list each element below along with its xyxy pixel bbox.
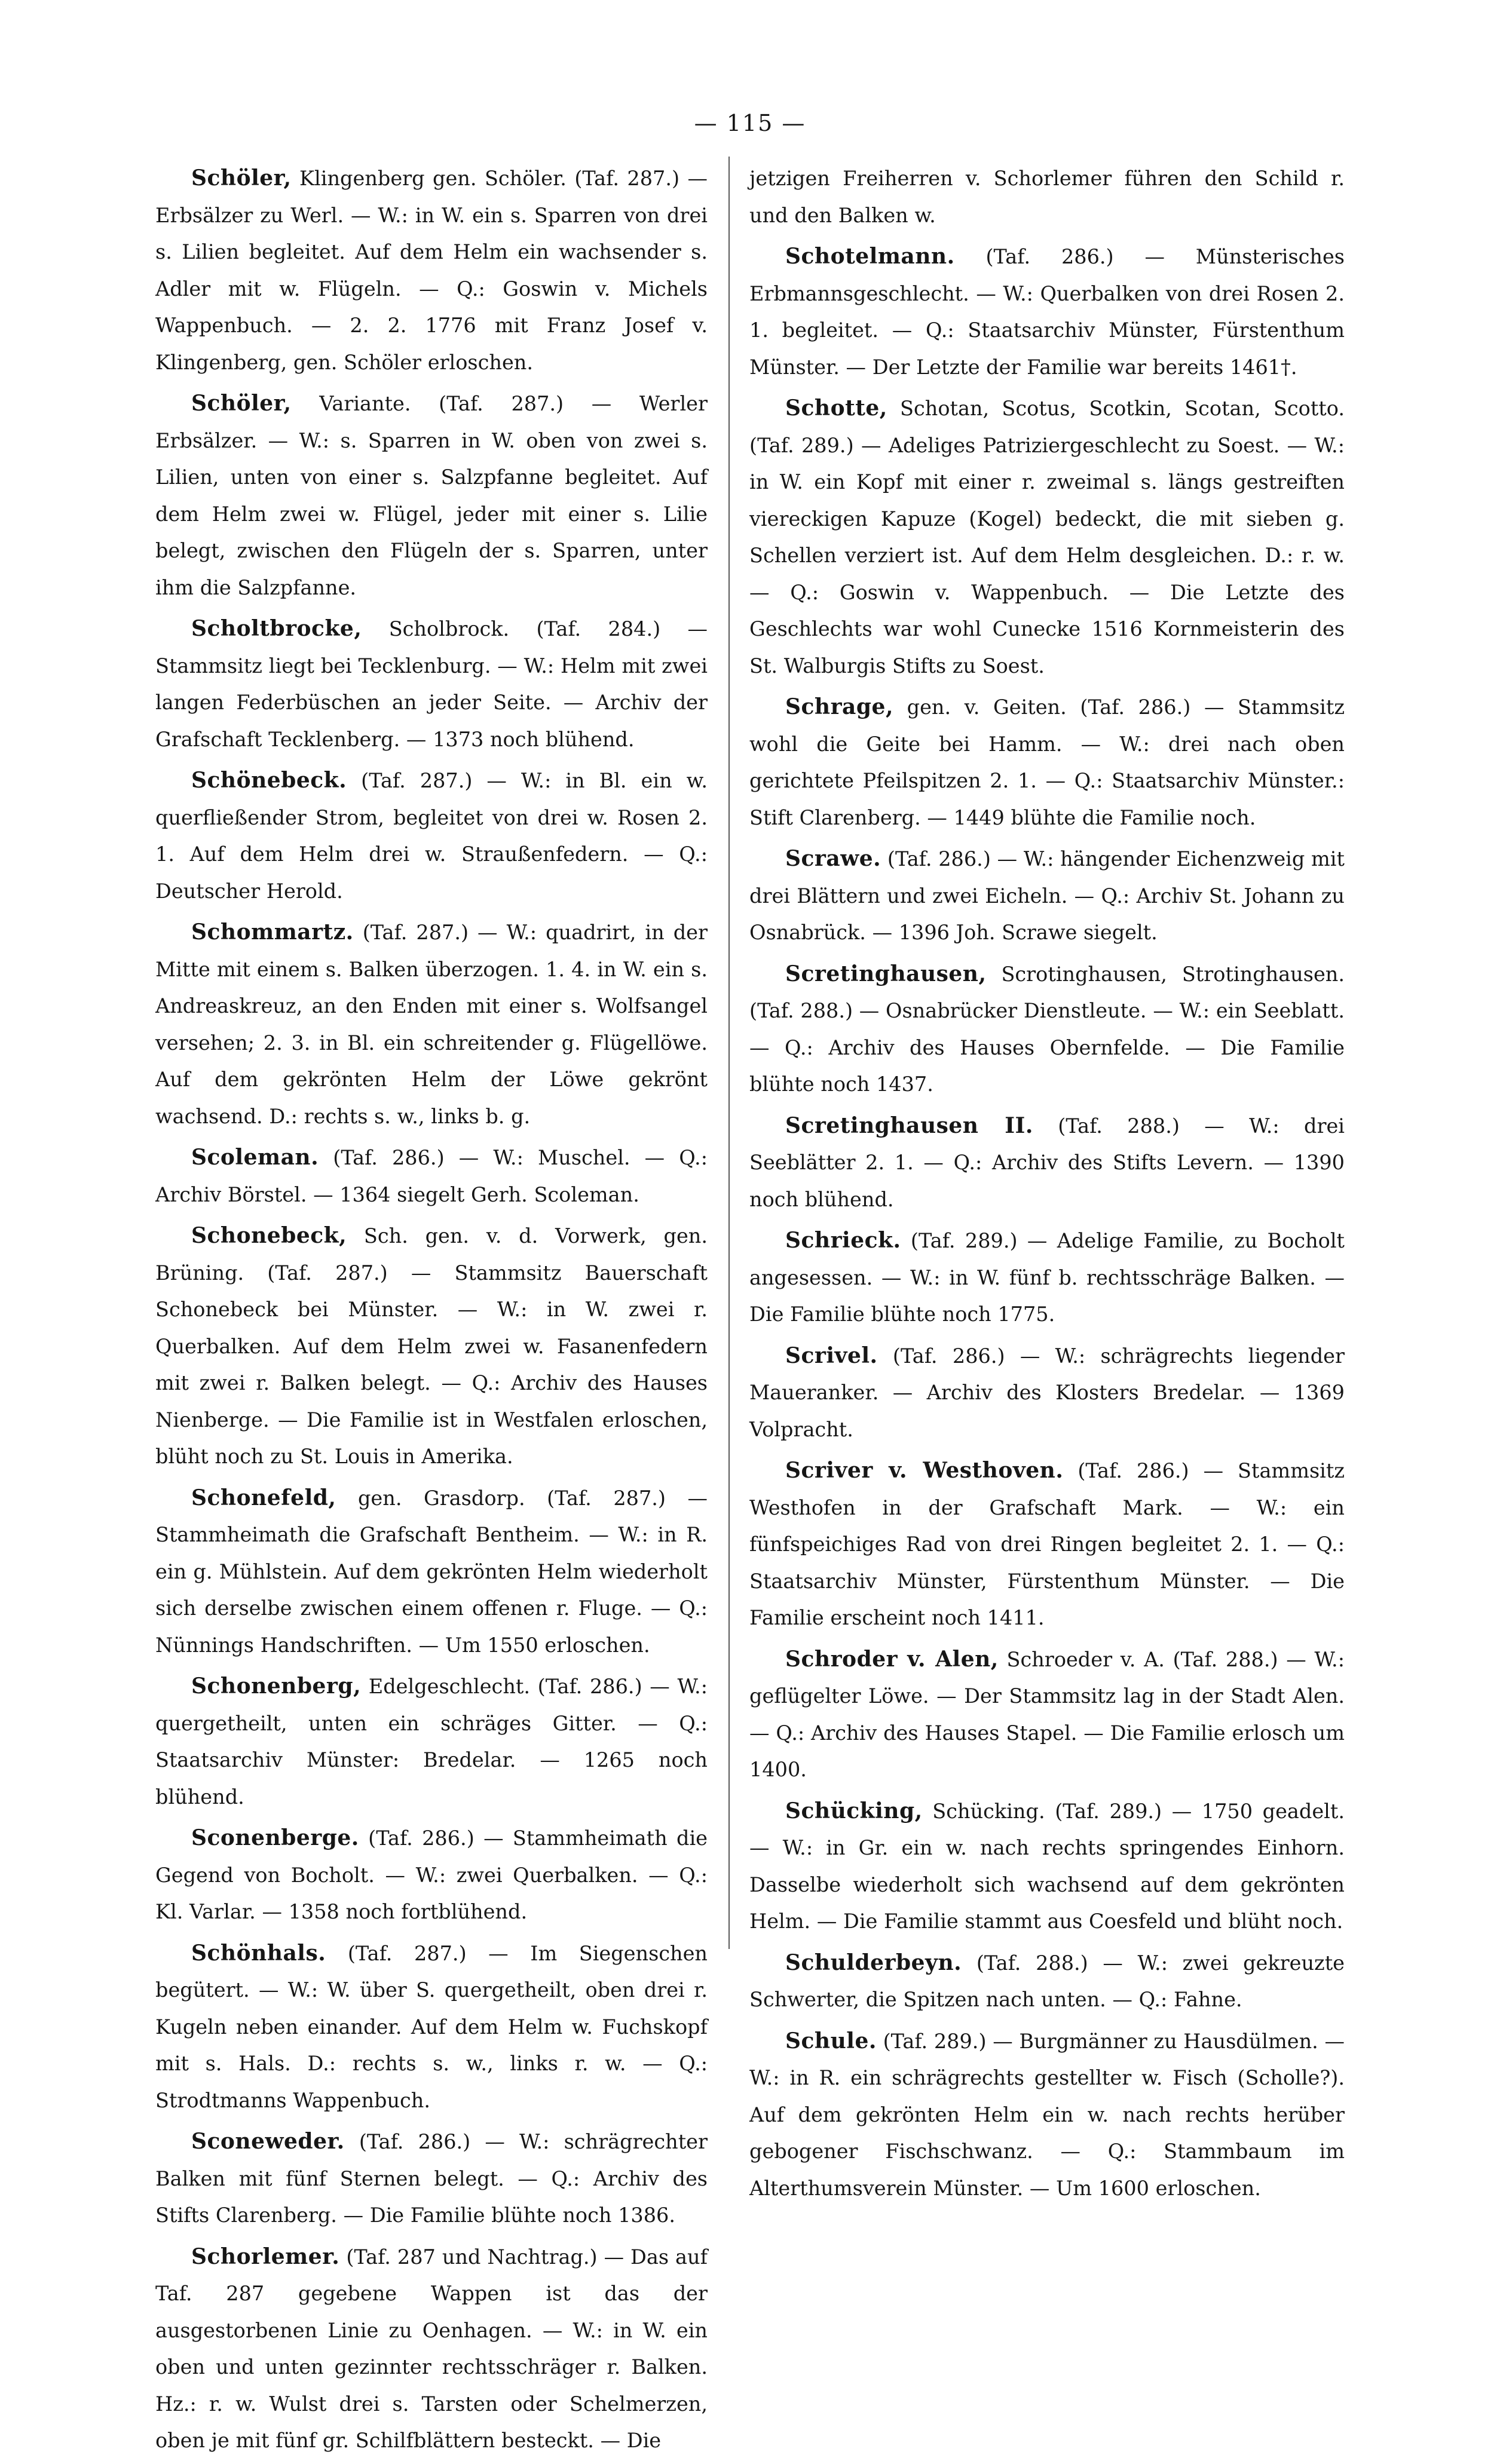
entry-text: jetzigen Freiherren v. Schorlemer führen den Schild r. und den Balken w.: [749, 167, 1345, 227]
entry-heading: Scretinghausen II.: [785, 1113, 1033, 1138]
entry-heading: Schule.: [785, 2028, 877, 2054]
entry-heading: Schotelmann.: [785, 244, 955, 269]
entry-heading: Schönebeck.: [191, 768, 347, 793]
armorial-entry: [749, 390, 1345, 684]
armorial-entry: [155, 385, 708, 606]
entry-text: Scholbrock. (Taf. 284.) — Stammsitz liegt bei Tecklenburg. — W.: Helm mit zwei langen Federbüschen an jeder Seite. — Archiv der Grafschaft Tecklenberg. — 1373 noch blühend.: [155, 617, 708, 751]
entry-text: (Taf. 287 und Nachtrag.) — Das auf Taf. 287 gegebene Wappen ist das der ausgestorbenen Linie zu Oenhagen. — W.: in W. ein oben und unten gezinnter rechtsschräger r. Balken. Hz.: r. w. Wulst drei s. Tarsten oder Schelmerzen, oben je mit fünf gr. Schilfblättern besteckt. — Die: [155, 2245, 708, 2452]
entry-heading: Schonenberg,: [191, 1674, 362, 1699]
entry-heading: Schöler,: [191, 391, 292, 416]
armorial-entry: [155, 611, 708, 758]
entry-text: (Taf. 286.) — W.: schrägrechts liegender Maueranker. — Archiv des Klosters Bredelar. — 1369 Volpracht.: [749, 1344, 1345, 1441]
armorial-entry: [155, 2239, 708, 2459]
entry-text: Sch. gen. v. d. Vorwerk, gen. Brüning. (Taf. 287.) — Stammsitz Bauerschaft Schonebeck bei Münster. — W.: in W. zwei r. Querbalken. Auf dem Helm zwei w. Fasanenfedern mit zwei r. Balken belegt. — Q.: Archiv des Hauses Nienberge. — Die Familie ist in Westfalen erloschen, blüht noch zu St. Louis in Amerika.: [155, 1224, 708, 1468]
armorial-entry: [749, 1108, 1345, 1218]
entry-text: gen. v. Geiten. (Taf. 286.) — Stammsitz wohl die Geite bei Hamm. — W.: drei nach oben gerichtete Pfeilspitzen 2. 1. — Q.: Staatsarchiv Münster.: Stift Clarenberg. — 1449 blühte die Familie noch.: [749, 695, 1345, 829]
armorial-entry: [155, 1480, 708, 1664]
entry-heading: Scrawe.: [785, 846, 881, 871]
entry-heading: Scrivel.: [785, 1343, 878, 1368]
entry-text: (Taf. 287.) — W.: quadrirt, in der Mitte mit einem s. Balken überzogen. 1. 4. in W. ein s. Andreaskreuz, an den Enden mit einer s. Wolfsangel versehen; 2. 3. in Bl. ein schreitender g. Flügellöwe. Auf dem gekrönten Helm der Löwe gekrönt wachsend. D.: rechts s. w., links b. g.: [155, 921, 708, 1128]
entry-text: Schücking. (Taf. 289.) — 1750 geadelt. — W.: in Gr. ein w. nach rechts springendes Einhorn. Dasselbe wiederholt sich wachsend auf dem gekrönten Helm. — Die Familie stammt aus Coesfeld und blüht noch.: [749, 1799, 1345, 1933]
armorial-entry: [749, 1338, 1345, 1448]
page-number: — 115 —: [694, 110, 806, 136]
entry-text: Schotan, Scotus, Scotkin, Scotan, Scotto. (Taf. 289.) — Adeliges Patriziergeschlecht zu Soest. — W.: in W. ein Kopf mit einer r. zweimal s. längs gestreiften viereckigen Kapuze (Kogel) bedeckt, die mit sieben g. Schellen verziert ist. Auf dem Helm desgleichen. D.: r. w. — Q.: Goswin v. Wappenbuch. — Die Letzte des Geschlechts war wohl Cunecke 1516 Kornmeisterin des St. Walburgis Stifts zu Soest.: [749, 397, 1345, 678]
armorial-entry: [749, 1222, 1345, 1333]
armorial-entry: [749, 841, 1345, 951]
armorial-entry: [749, 160, 1345, 234]
entry-text: (Taf. 286.) — W.: Muschel. — Q.: Archiv Börstel. — 1364 siegelt Gerh. Scoleman.: [155, 1146, 708, 1206]
entry-heading: Schonebeck,: [191, 1223, 347, 1248]
armorial-entry: [749, 1793, 1345, 1940]
armorial-entry: [155, 2123, 708, 2234]
armorial-entry: [155, 1139, 708, 1213]
entry-text: Scrotinghausen, Strotinghausen. (Taf. 288.) — Osnabrücker Dienstleute. — W.: ein Seeblatt. — Q.: Archiv des Hauses Obernfelde. — Die Familie blühte noch 1437.: [749, 962, 1345, 1096]
entry-heading: Schönhals.: [191, 1940, 326, 1966]
entry-text: (Taf. 286.) — Stammheimath die Gegend von Bocholt. — W.: zwei Querbalken. — Q.: Kl. Varlar. — 1358 noch fortblühend.: [155, 1826, 708, 1923]
entry-heading: Schücking,: [785, 1798, 923, 1824]
entry-text: (Taf. 286.) — Münsterisches Erbmannsgeschlecht. — W.: Querbalken von drei Rosen 2. 1. begleitet. — Q.: Staatsarchiv Münster, Fürstenthum Münster. — Der Letzte der Familie war bereits 1461†.: [749, 245, 1345, 379]
armorial-entry: [155, 762, 708, 909]
entry-heading: Schorlemer.: [191, 2244, 340, 2269]
entry-text: gen. Grasdorp. (Taf. 287.) — Stammheimath die Grafschaft Bentheim. — W.: in R. ein g. Mühlstein. Auf dem gekrönten Helm wiederholt sich derselbe zwischen einem offenen r. Fluge. — Q.: Nünnings Handschriften. — Um 1550 erloschen.: [155, 1486, 708, 1657]
entry-heading: Sconeweder.: [191, 2129, 345, 2154]
left-column: [155, 160, 708, 2464]
entry-heading: Scretinghausen,: [785, 961, 987, 986]
entry-heading: Scoleman.: [191, 1145, 319, 1170]
entry-heading: Schotte,: [785, 396, 887, 421]
armorial-entry: [155, 1820, 708, 1930]
entry-heading: Schroder v. Alen,: [785, 1646, 999, 1672]
entry-text: (Taf. 288.) — W.: zwei gekreuzte Schwerter, die Spitzen nach unten. — Q.: Fahne.: [749, 1951, 1345, 2011]
entry-text: (Taf. 286.) — Stammsitz Westhofen in der Grafschaft Mark. — W.: ein fünfspeichiges Rad von drei Ringen begleitet 2. 1. — Q.: Staatsarchiv Münster, Fürstenthum Münster. — Die Familie erscheint noch 1411.: [749, 1459, 1345, 1629]
entry-text: (Taf. 287.) — W.: in Bl. ein w. querfließender Strom, begleitet von drei w. Rosen 2. 1. Auf dem Helm drei w. Straußenfedern. — Q.: Deutscher Herold.: [155, 769, 708, 903]
entry-text: (Taf. 286.) — W.: schrägrechter Balken mit fünf Sternen belegt. — Q.: Archiv des Stifts Clarenberg. — Die Familie blühte noch 1386.: [155, 2130, 708, 2227]
entry-text: (Taf. 289.) — Burgmänner zu Hausdülmen. — W.: in R. ein schrägrechts gestellter w. Fisch (Scholle?). Auf dem gekrönten Helm ein w. nach rechts herüber gebogener Fischschwanz. — Q.: Stammbaum im Alterthumsverein Münster. — Um 1600 erloschen.: [749, 2029, 1345, 2200]
entry-text: (Taf. 288.) — W.: drei Seeblätter 2. 1. — Q.: Archiv des Stifts Levern. — 1390 noch blühend.: [749, 1114, 1345, 1211]
armorial-entry: [155, 160, 708, 381]
armorial-entry: [749, 689, 1345, 836]
armorial-entry: [155, 1935, 708, 2119]
entry-heading: Schulderbeyn.: [785, 1950, 962, 1975]
entry-text: Schroeder v. A. (Taf. 288.) — W.: geflügelter Löwe. — Der Stammsitz lag in der Stadt Alen. — Q.: Archiv des Hauses Stapel. — Die Familie erlosch um 1400.: [749, 1647, 1345, 1781]
entry-heading: Schrieck.: [785, 1228, 901, 1253]
entry-text: Variante. (Taf. 287.) — Werler Erbsälzer. — W.: s. Sparren in W. oben von zwei s. Lilien, unten von einer s. Salzpfanne begleitet. Auf dem Helm zwei w. Flügel, jeder mit einer s. Lilie belegt, zwischen den Flügeln der s. Sparren, unter ihm die Salzpfanne.: [155, 392, 708, 599]
entry-heading: Schommartz.: [191, 920, 354, 945]
armorial-entry: [749, 238, 1345, 385]
armorial-entry: [749, 1641, 1345, 1788]
armorial-entry: [749, 1945, 1345, 2018]
entry-heading: Sconenberge.: [191, 1825, 359, 1850]
entry-heading: Schöler,: [191, 166, 292, 191]
entry-text: Klingenberg gen. Schöler. (Taf. 287.) — Erbsälzer zu Werl. — W.: in W. ein s. Sparren von drei s. Lilien begleitet. Auf dem Helm ein wachsender s. Adler mit w. Flügeln. — Q.: Goswin v. Michels Wappenbuch. — 2. 2. 1776 mit Franz Josef v. Klingenberg, gen. Schöler erloschen.: [155, 167, 708, 374]
entry-text: (Taf. 287.) — Im Siegenschen begütert. — W.: W. über S. quergetheilt, oben drei r. Kugeln neben einander. Auf dem Helm w. Fuchskopf mit s. Hals. D.: rechts s. w., links r. w. — Q.: Strodtmanns Wappenbuch.: [155, 1941, 708, 2112]
armorial-entry: [749, 2023, 1345, 2207]
entry-text: (Taf. 289.) — Adelige Familie, zu Bocholt angesessen. — W.: in W. fünf b. rechtsschräge Balken. — Die Familie blühte noch 1775.: [749, 1229, 1345, 1326]
entry-heading: Scriver v. Westhoven.: [785, 1458, 1064, 1483]
entry-text: (Taf. 286.) — W.: hängender Eichenzweig mit drei Blättern und zwei Eicheln. — Q.: Archiv St. Johann zu Osnabrück. — 1396 Joh. Scrawe siegelt.: [749, 847, 1345, 944]
entry-text: Edelgeschlecht. (Taf. 286.) — W.: quergetheilt, unten ein schräges Gitter. — Q.: Staatsarchiv Münster: Bredelar. — 1265 noch blühend.: [155, 1675, 708, 1809]
armorial-entry: [749, 1452, 1345, 1636]
armorial-entry: [749, 956, 1345, 1103]
right-column: [749, 160, 1345, 2211]
entry-heading: Schonefeld,: [191, 1485, 336, 1510]
entry-heading: Schrage,: [785, 694, 893, 719]
armorial-entry: [155, 1668, 708, 1815]
entry-heading: Scholtbrocke,: [191, 616, 362, 641]
column-divider: [728, 157, 730, 1949]
armorial-entry: [155, 1218, 708, 1475]
armorial-entry: [155, 914, 708, 1135]
